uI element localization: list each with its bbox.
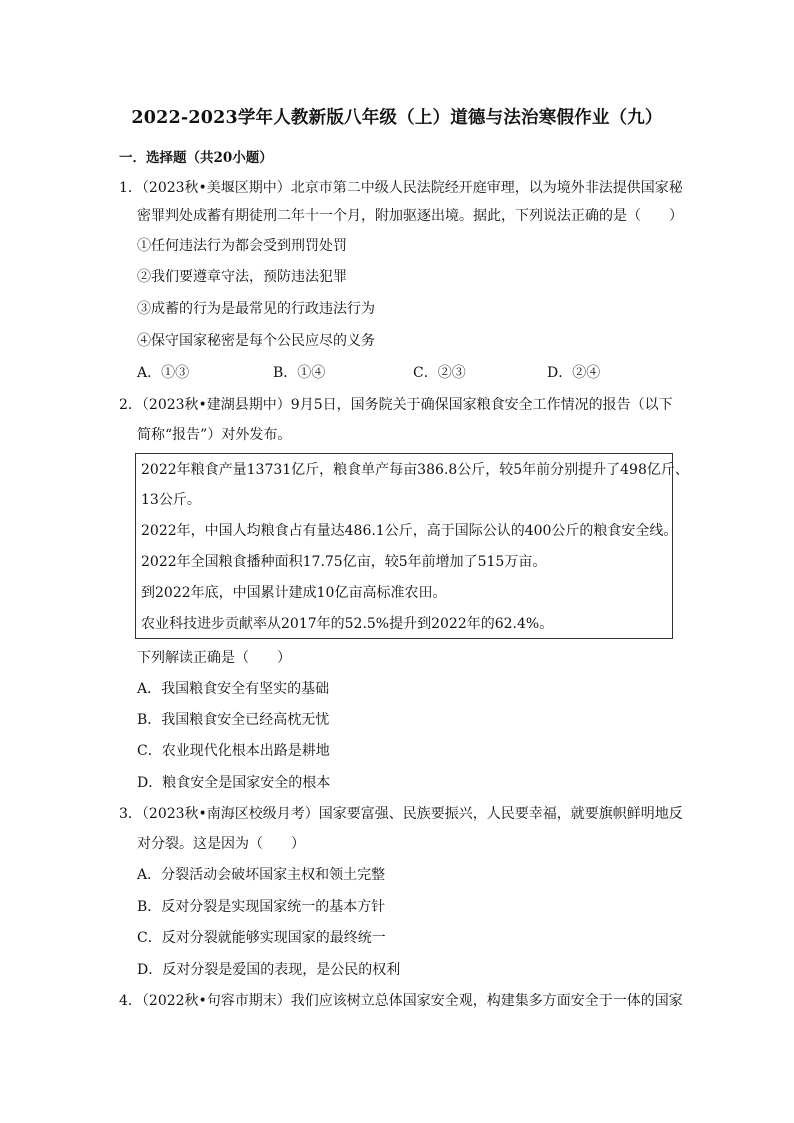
question-3-option-c: C．反对分裂就能够实现国家的最终统一 (137, 930, 386, 946)
data-box-line-3: 2022年，中国人均粮食占有量达486.1公斤，高于国际公认的400公斤的粮食安全线。 (141, 523, 678, 539)
question-1-item-2: ②我们要遵章守法，预防违法犯罪 (137, 269, 347, 285)
question-1-option-b: B．①④ (273, 365, 326, 381)
data-box-line-4: 2022年全国粮食播种面积17.75亿亩，较5年前增加了515万亩。 (141, 554, 547, 570)
question-3-line-2: 对分裂。这是因为（ ） (137, 836, 305, 852)
question-4-line-1: 4．（2022秋•句容市期末）我们应该树立总体国家安全观，构建集多方面安全于一体的国家 (119, 993, 683, 1009)
question-1-line-2: 密罪判处成蓄有期徒刑二年十一个月，附加驱逐出境。据此，下列说法正确的是（ ） (137, 208, 683, 224)
question-3-option-a: A．分裂活动会破坏国家主权和领土完整 (137, 867, 386, 883)
question-3-line-1: 3．（2023秋•南海区校级月考）国家要富强、民族要振兴，人民要幸福，就要旗帜鲜明地反 (119, 806, 683, 822)
question-2-line-1: 2．（2023秋•建湖县期中）9月5日，国务院关于确保国家粮食安全工作情况的报告（以下 (119, 397, 673, 413)
question-3-option-d: D．反对分裂是爱国的表现，是公民的权利 (137, 962, 401, 978)
question-2-option-d: D．粮食安全是国家安全的根本 (137, 775, 331, 791)
data-box-line-5: 到2022年底，中国累计建成10亿亩高标准农田。 (141, 585, 447, 601)
question-1-item-3: ③成蓄的行为是最常见的行政违法行为 (137, 301, 375, 317)
data-box-line-1: 2022年粮食产量13731亿斤，粮食单产每亩386.8公斤，较5年前分别提升了498亿斤、 (141, 462, 689, 478)
question-2-option-b: B．我国粮食安全已经高枕无忧 (137, 712, 330, 728)
section-heading: 一．选择题（共20小题） (119, 150, 273, 166)
question-1-item-1: ①任何违法行为都会受到刑罚处罚 (137, 238, 347, 254)
question-2-option-c: C．农业现代化根本出路是耕地 (137, 743, 330, 759)
question-2-option-a: A．我国粮食安全有坚实的基础 (137, 681, 330, 697)
question-1-item-4: ④保守国家秘密是每个公民应尽的义务 (137, 333, 375, 349)
question-2-line-2: 简称“报告”）对外发布。 (137, 427, 292, 443)
question-1-option-d: D．②④ (547, 365, 601, 381)
question-2-prompt: 下列解读正确是（ ） (137, 650, 291, 666)
document-title: 2022-2023学年人教新版八年级（上）道德与法治寒假作业（九） (131, 108, 663, 128)
data-box (135, 453, 689, 639)
question-1-option-c: C．②③ (413, 365, 466, 381)
question-3-option-b: B．反对分裂是实现国家统一的基本方针 (137, 899, 386, 915)
data-box-line-6: 农业科技进步贡献率从2017年的52.5%提升到2022年的62.4%。 (141, 616, 554, 632)
question-1-option-a: A．①③ (137, 365, 190, 381)
question-1-line-1: 1．（2023秋•美堰区期中）北京市第二中级人民法院经开庭审理，以为境外非法提供国家秘 (119, 180, 683, 196)
data-box-line-2: 13公斤。 (141, 492, 201, 508)
